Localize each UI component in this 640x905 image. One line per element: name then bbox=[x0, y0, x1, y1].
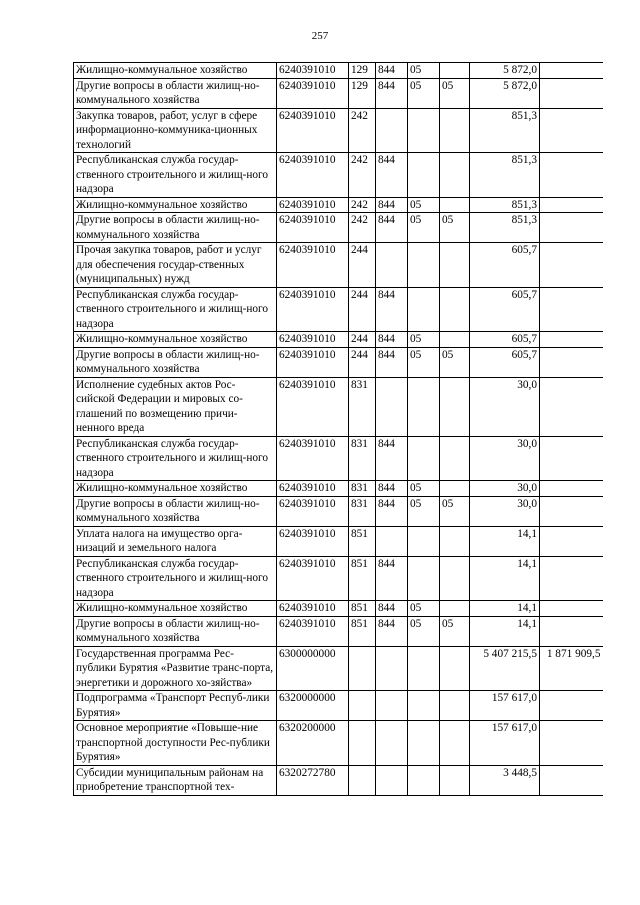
table-row bbox=[74, 78, 603, 108]
cell-target-article: 6240391010 bbox=[277, 197, 349, 213]
cell-subsection bbox=[440, 646, 470, 691]
cell-amount-extra bbox=[540, 78, 603, 108]
cell-amount-extra bbox=[540, 347, 603, 377]
cell-target-article: 6240391010 bbox=[277, 601, 349, 617]
cell-amount-extra bbox=[540, 556, 603, 601]
table-row bbox=[74, 526, 603, 556]
cell-subsection bbox=[440, 481, 470, 497]
cell-name: Закупка товаров, работ, услуг в сфере информационно-коммуника-ционных технологий bbox=[74, 108, 277, 153]
cell-ministry-code: 844 bbox=[376, 78, 408, 108]
cell-subsection: 05 bbox=[440, 496, 470, 526]
cell-target-article: 6240391010 bbox=[277, 496, 349, 526]
cell-ministry-code: 844 bbox=[376, 63, 408, 79]
cell-section bbox=[408, 646, 440, 691]
cell-section bbox=[408, 691, 440, 721]
cell-expense-type: 129 bbox=[349, 63, 376, 79]
cell-target-article: 6240391010 bbox=[277, 616, 349, 646]
cell-subsection bbox=[440, 197, 470, 213]
cell-name: Жилищно-коммунальное хозяйство bbox=[74, 63, 277, 79]
cell-section: 05 bbox=[408, 332, 440, 348]
cell-target-article: 6240391010 bbox=[277, 481, 349, 497]
table-row bbox=[74, 721, 603, 766]
cell-amount-extra bbox=[540, 213, 603, 243]
cell-name: Республиканская служба государ-ственного строительного и жилищ-ного надзора bbox=[74, 153, 277, 198]
cell-amount: 605,7 bbox=[470, 347, 540, 377]
cell-target-article: 6240391010 bbox=[277, 243, 349, 288]
cell-ministry-code bbox=[376, 243, 408, 288]
cell-name: Основное мероприятие «Повыше-ние транспортной доступности Рес-публики Бурятия» bbox=[74, 721, 277, 766]
cell-expense-type: 242 bbox=[349, 108, 376, 153]
cell-section: 05 bbox=[408, 63, 440, 79]
cell-subsection bbox=[440, 721, 470, 766]
table-row bbox=[74, 213, 603, 243]
cell-name: Республиканская служба государ-ственного строительного и жилищ-ного надзора bbox=[74, 556, 277, 601]
cell-expense-type: 851 bbox=[349, 556, 376, 601]
cell-name: Государственная программа Рес-публики Бурятия «Развитие транс-порта, энергетики и дорожного хо-зяйства» bbox=[74, 646, 277, 691]
cell-ministry-code: 844 bbox=[376, 601, 408, 617]
cell-name: Жилищно-коммунальное хозяйство bbox=[74, 481, 277, 497]
cell-target-article: 6320272780 bbox=[277, 765, 349, 795]
cell-expense-type: 831 bbox=[349, 496, 376, 526]
cell-expense-type: 244 bbox=[349, 347, 376, 377]
cell-section bbox=[408, 153, 440, 198]
cell-amount-extra bbox=[540, 153, 603, 198]
table-row bbox=[74, 601, 603, 617]
cell-subsection: 05 bbox=[440, 78, 470, 108]
cell-section bbox=[408, 526, 440, 556]
cell-name: Подпрограмма «Транспорт Респуб-лики Бурятия» bbox=[74, 691, 277, 721]
cell-target-article: 6240391010 bbox=[277, 213, 349, 243]
cell-ministry-code bbox=[376, 377, 408, 436]
cell-amount-extra bbox=[540, 436, 603, 481]
table-row bbox=[74, 646, 603, 691]
table-row bbox=[74, 765, 603, 795]
cell-expense-type: 244 bbox=[349, 287, 376, 332]
cell-subsection: 05 bbox=[440, 213, 470, 243]
table-row bbox=[74, 63, 603, 79]
cell-amount-extra bbox=[540, 721, 603, 766]
cell-subsection bbox=[440, 377, 470, 436]
cell-amount: 851,3 bbox=[470, 108, 540, 153]
table-row bbox=[74, 243, 603, 288]
cell-ministry-code: 844 bbox=[376, 616, 408, 646]
cell-name: Исполнение судебных актов Рос-сийской Федерации и мировых со-глашений по возмещению причи-ненного вреда bbox=[74, 377, 277, 436]
budget-table bbox=[73, 62, 603, 796]
cell-target-article: 6240391010 bbox=[277, 332, 349, 348]
cell-name: Другие вопросы в области жилищ-но-коммунального хозяйства bbox=[74, 213, 277, 243]
cell-section: 05 bbox=[408, 347, 440, 377]
cell-section: 05 bbox=[408, 601, 440, 617]
cell-target-article: 6240391010 bbox=[277, 153, 349, 198]
cell-ministry-code: 844 bbox=[376, 347, 408, 377]
cell-amount-extra bbox=[540, 481, 603, 497]
cell-amount-extra bbox=[540, 243, 603, 288]
cell-amount: 14,1 bbox=[470, 526, 540, 556]
cell-expense-type: 851 bbox=[349, 601, 376, 617]
cell-amount-extra bbox=[540, 287, 603, 332]
cell-target-article: 6240391010 bbox=[277, 377, 349, 436]
table-row bbox=[74, 691, 603, 721]
cell-amount: 14,1 bbox=[470, 556, 540, 601]
cell-section: 05 bbox=[408, 213, 440, 243]
cell-target-article: 6240391010 bbox=[277, 526, 349, 556]
cell-amount-extra bbox=[540, 63, 603, 79]
cell-subsection bbox=[440, 108, 470, 153]
cell-amount: 5 872,0 bbox=[470, 78, 540, 108]
cell-section bbox=[408, 377, 440, 436]
cell-name: Другие вопросы в области жилищ-но-коммунального хозяйства bbox=[74, 496, 277, 526]
cell-target-article: 6320200000 bbox=[277, 721, 349, 766]
cell-subsection bbox=[440, 153, 470, 198]
cell-ministry-code: 844 bbox=[376, 436, 408, 481]
cell-target-article: 6240391010 bbox=[277, 78, 349, 108]
cell-section bbox=[408, 108, 440, 153]
cell-target-article: 6240391010 bbox=[277, 436, 349, 481]
cell-subsection bbox=[440, 765, 470, 795]
cell-amount: 157 617,0 bbox=[470, 721, 540, 766]
cell-subsection bbox=[440, 526, 470, 556]
table-row bbox=[74, 332, 603, 348]
cell-name: Другие вопросы в области жилищ-но-коммунального хозяйства bbox=[74, 78, 277, 108]
cell-amount-extra: 1 871 909,5 bbox=[540, 646, 603, 691]
cell-section bbox=[408, 721, 440, 766]
table-row bbox=[74, 108, 603, 153]
cell-name: Другие вопросы в области жилищ-но-коммунального хозяйства bbox=[74, 616, 277, 646]
cell-amount-extra bbox=[540, 616, 603, 646]
cell-expense-type bbox=[349, 765, 376, 795]
cell-expense-type bbox=[349, 646, 376, 691]
cell-target-article: 6240391010 bbox=[277, 108, 349, 153]
table-row bbox=[74, 616, 603, 646]
cell-amount: 14,1 bbox=[470, 601, 540, 617]
table-row bbox=[74, 436, 603, 481]
cell-amount: 30,0 bbox=[470, 496, 540, 526]
cell-subsection: 05 bbox=[440, 347, 470, 377]
cell-name: Республиканская служба государ-ственного строительного и жилищ-ного надзора bbox=[74, 436, 277, 481]
cell-section bbox=[408, 556, 440, 601]
cell-section: 05 bbox=[408, 197, 440, 213]
cell-ministry-code: 844 bbox=[376, 481, 408, 497]
cell-target-article: 6240391010 bbox=[277, 287, 349, 332]
table-row bbox=[74, 153, 603, 198]
cell-section bbox=[408, 287, 440, 332]
cell-amount: 851,3 bbox=[470, 153, 540, 198]
cell-amount-extra bbox=[540, 197, 603, 213]
cell-amount-extra bbox=[540, 691, 603, 721]
cell-expense-type: 851 bbox=[349, 526, 376, 556]
cell-expense-type: 831 bbox=[349, 436, 376, 481]
cell-section bbox=[408, 436, 440, 481]
cell-amount: 5 407 215,5 bbox=[470, 646, 540, 691]
cell-ministry-code bbox=[376, 108, 408, 153]
cell-expense-type: 244 bbox=[349, 332, 376, 348]
cell-section bbox=[408, 765, 440, 795]
table-row bbox=[74, 556, 603, 601]
cell-amount: 30,0 bbox=[470, 377, 540, 436]
cell-amount-extra bbox=[540, 332, 603, 348]
cell-ministry-code: 844 bbox=[376, 213, 408, 243]
cell-target-article: 6240391010 bbox=[277, 347, 349, 377]
cell-ministry-code bbox=[376, 526, 408, 556]
cell-name: Жилищно-коммунальное хозяйство bbox=[74, 601, 277, 617]
table-body bbox=[74, 63, 603, 796]
cell-target-article: 6240391010 bbox=[277, 556, 349, 601]
page-number: 257 bbox=[311, 30, 329, 42]
cell-name: Прочая закупка товаров, работ и услуг для обеспечения государ-ственных (муниципальных) нужд bbox=[74, 243, 277, 288]
cell-ministry-code: 844 bbox=[376, 153, 408, 198]
cell-ministry-code bbox=[376, 765, 408, 795]
cell-name: Жилищно-коммунальное хозяйство bbox=[74, 332, 277, 348]
cell-subsection bbox=[440, 691, 470, 721]
cell-subsection: 05 bbox=[440, 616, 470, 646]
cell-amount-extra bbox=[540, 765, 603, 795]
cell-ministry-code: 844 bbox=[376, 287, 408, 332]
cell-amount: 14,1 bbox=[470, 616, 540, 646]
cell-ministry-code: 844 bbox=[376, 496, 408, 526]
cell-expense-type: 244 bbox=[349, 243, 376, 288]
cell-amount-extra bbox=[540, 526, 603, 556]
cell-amount: 605,7 bbox=[470, 287, 540, 332]
cell-ministry-code: 844 bbox=[376, 197, 408, 213]
table-row bbox=[74, 377, 603, 436]
cell-amount: 605,7 bbox=[470, 243, 540, 288]
cell-ministry-code: 844 bbox=[376, 332, 408, 348]
cell-name: Субсидии муниципальным районам на приобретение транспортной тех- bbox=[74, 765, 277, 795]
cell-name: Другие вопросы в области жилищ-но-коммунального хозяйства bbox=[74, 347, 277, 377]
table-row bbox=[74, 481, 603, 497]
cell-expense-type: 242 bbox=[349, 213, 376, 243]
cell-subsection bbox=[440, 243, 470, 288]
cell-subsection bbox=[440, 63, 470, 79]
table-row bbox=[74, 347, 603, 377]
cell-amount: 3 448,5 bbox=[470, 765, 540, 795]
cell-expense-type: 831 bbox=[349, 377, 376, 436]
cell-ministry-code bbox=[376, 691, 408, 721]
cell-expense-type: 242 bbox=[349, 197, 376, 213]
cell-amount: 5 872,0 bbox=[470, 63, 540, 79]
cell-section bbox=[408, 243, 440, 288]
cell-section: 05 bbox=[408, 481, 440, 497]
cell-subsection bbox=[440, 287, 470, 332]
table-row bbox=[74, 287, 603, 332]
cell-amount: 851,3 bbox=[470, 213, 540, 243]
cell-amount: 157 617,0 bbox=[470, 691, 540, 721]
cell-expense-type: 851 bbox=[349, 616, 376, 646]
cell-subsection bbox=[440, 436, 470, 481]
cell-section: 05 bbox=[408, 78, 440, 108]
table-row bbox=[74, 197, 603, 213]
cell-amount-extra bbox=[540, 496, 603, 526]
cell-name: Уплата налога на имущество орга-низаций и земельного налога bbox=[74, 526, 277, 556]
cell-expense-type bbox=[349, 721, 376, 766]
cell-amount-extra bbox=[540, 601, 603, 617]
table-row bbox=[74, 496, 603, 526]
cell-ministry-code: 844 bbox=[376, 556, 408, 601]
cell-ministry-code bbox=[376, 721, 408, 766]
cell-target-article: 6320000000 bbox=[277, 691, 349, 721]
cell-target-article: 6240391010 bbox=[277, 63, 349, 79]
cell-ministry-code bbox=[376, 646, 408, 691]
cell-section: 05 bbox=[408, 616, 440, 646]
cell-amount: 605,7 bbox=[470, 332, 540, 348]
cell-name: Жилищно-коммунальное хозяйство bbox=[74, 197, 277, 213]
cell-amount: 30,0 bbox=[470, 436, 540, 481]
cell-subsection bbox=[440, 601, 470, 617]
cell-amount: 851,3 bbox=[470, 197, 540, 213]
cell-expense-type bbox=[349, 691, 376, 721]
cell-expense-type: 129 bbox=[349, 78, 376, 108]
cell-amount: 30,0 bbox=[470, 481, 540, 497]
cell-section: 05 bbox=[408, 496, 440, 526]
cell-name: Республиканская служба государ-ственного строительного и жилищ-ного надзора bbox=[74, 287, 277, 332]
cell-amount-extra bbox=[540, 108, 603, 153]
cell-target-article: 6300000000 bbox=[277, 646, 349, 691]
cell-expense-type: 831 bbox=[349, 481, 376, 497]
cell-subsection bbox=[440, 556, 470, 601]
cell-amount-extra bbox=[540, 377, 603, 436]
cell-expense-type: 242 bbox=[349, 153, 376, 198]
cell-subsection bbox=[440, 332, 470, 348]
